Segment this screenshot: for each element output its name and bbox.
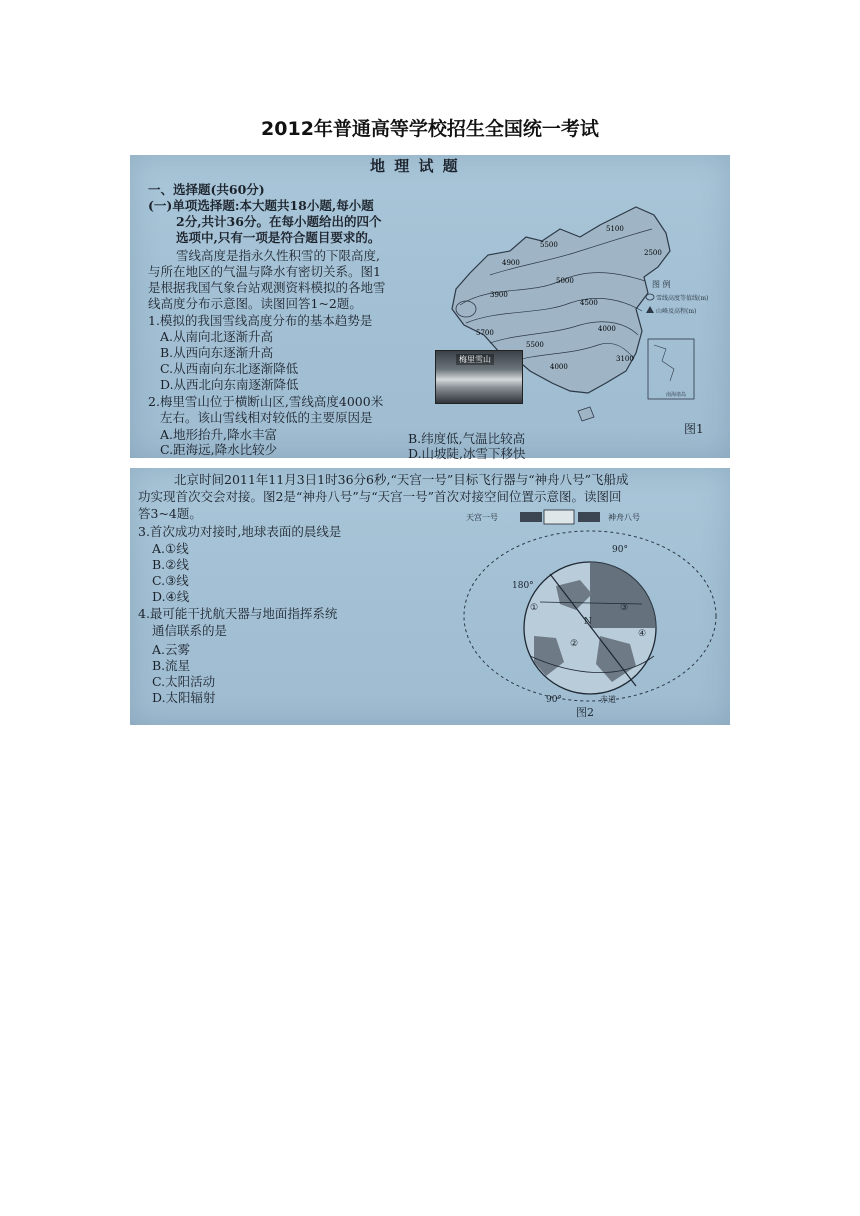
contour-label: 2500 [644, 249, 662, 257]
marker-3: ③ [620, 603, 629, 613]
hainan-island [578, 407, 594, 421]
legend-title: 图 例 [652, 280, 671, 289]
question-2-stem: 2.梅里雪山位于横断山区,雪线高度4000米 [148, 394, 384, 409]
intro-line: 是根据我国气象台站观测资料模拟的各地雪 [148, 280, 386, 295]
question-1-option-d: D.从西北向东南逐渐降低 [160, 377, 299, 392]
question-3-option-b: B.②线 [152, 557, 189, 572]
intro-line: 与所在地区的气温与降水有密切关系。图1 [148, 264, 381, 279]
tiangong-module [544, 510, 574, 524]
exam-photo-1 [130, 155, 730, 461]
intro-line: 功实现首次交会对接。图2是“神舟八号”与“天宫一号”首次对接空间位置示意图。读图回 [138, 489, 622, 504]
subpart-line: 选项中,只有一项是符合题目要求的。 [176, 230, 381, 245]
question-3-stem: 3.首次成功对接时,地球表面的晨线是 [138, 524, 342, 539]
intro-line: 线高度分布示意图。读图回答1~2题。 [148, 296, 362, 311]
contour-label: 3900 [490, 291, 508, 299]
meili-mountain-photo [435, 350, 523, 404]
orbit-diagram [460, 506, 720, 721]
label-90w: 90° [546, 695, 562, 705]
question-2-option-c: C.距海远,降水比较少 [160, 442, 278, 457]
question-2-stem: 左右。该山雪线相对较低的主要原因是 [160, 410, 373, 425]
intro-line: 雪线高度是指永久性积雪的下限高度, [176, 248, 380, 263]
contour-label: 4000 [550, 363, 568, 371]
contour-label: 5100 [606, 225, 624, 233]
question-1-option-a: A.从南向北逐渐升高 [160, 329, 274, 344]
snowline-map [430, 185, 709, 445]
question-4-option-c: C.太阳活动 [152, 674, 216, 689]
question-4-option-d: D.太阳辐射 [152, 690, 216, 705]
question-2-option-d: D.山坡陡,冰雪下移快 [408, 446, 526, 461]
question-3-option-a: A.①线 [152, 541, 189, 556]
label-90e: 90° [612, 545, 628, 555]
question-2-option-b: B.纬度低,气温比较高 [408, 431, 526, 446]
question-2-option-a: A.地形抬升,降水丰富 [160, 427, 277, 442]
label-equator: 赤道 [600, 695, 616, 704]
question-3-option-d: D.④线 [152, 589, 190, 604]
contour-label: 5500 [540, 241, 558, 249]
figure-caption: 图2 [576, 706, 594, 719]
section-header: 地 理 试 题 [370, 157, 460, 175]
inset-coastline [654, 345, 674, 381]
marker-1: ① [530, 603, 539, 613]
question-3-option-c: C.③线 [152, 573, 189, 588]
legend-item: 雪线高度等值线(m) [656, 295, 709, 302]
label-north-pole: N [584, 617, 592, 627]
exam-photo-2 [130, 468, 730, 725]
contour-label: 5500 [526, 341, 544, 349]
subpart-line: 2分,共计36分。在每小题给出的四个 [176, 214, 382, 229]
question-4-stem: 通信联系的是 [152, 623, 228, 638]
contour-label: 3100 [616, 355, 634, 363]
contour-label: 5000 [556, 277, 574, 285]
figure-caption: 图1 [684, 422, 704, 436]
question-4-stem: 4.最可能干扰航天器与地面指挥系统 [138, 606, 338, 621]
question-1-option-c: C.从西南向东北逐渐降低 [160, 361, 299, 376]
label-shenzhou: 神舟八号 [608, 513, 640, 522]
peak-icon [646, 306, 654, 313]
contour-label: 4000 [598, 325, 616, 333]
shenzhou-panel [578, 512, 600, 522]
contour-label: 5700 [476, 329, 494, 337]
marker-4: ④ [638, 629, 647, 639]
tiangong-panel [520, 512, 542, 522]
contour-legend-icon [646, 294, 654, 300]
question-4-option-b: B.流星 [152, 658, 191, 673]
legend-item: 山峰及高程(m) [656, 308, 697, 315]
inset-label: 南海诸岛 [666, 392, 687, 398]
document-title: 2012年普通高等学校招生全国统一考试 [261, 118, 599, 140]
label-180: 180° [512, 581, 534, 591]
question-1-stem: 1.模拟的我国雪线高度分布的基本趋势是 [148, 313, 373, 328]
marker-2: ② [570, 639, 579, 649]
subpart-line: (一)单项选择题:本大题共18小题,每小题 [148, 198, 374, 213]
label-tiangong: 天宫一号 [466, 513, 498, 522]
south-sea-inset [648, 339, 694, 399]
intro-line: 答3~4题。 [138, 506, 202, 521]
night-hemisphere [590, 562, 656, 628]
intro-line: 北京时间2011年11月3日1时36分6秒,“天宫一号”目标飞行器与“神舟八号”飞船成 [174, 472, 629, 487]
question-1-option-b: B.从西向东逐渐升高 [160, 345, 274, 360]
contour-label: 4900 [502, 259, 520, 267]
part-heading: 一、选择题(共60分) [148, 182, 265, 197]
photo-label: 梅里雪山 [456, 354, 494, 365]
question-4-option-a: A.云雾 [152, 642, 191, 657]
contour-label: 4500 [580, 299, 598, 307]
